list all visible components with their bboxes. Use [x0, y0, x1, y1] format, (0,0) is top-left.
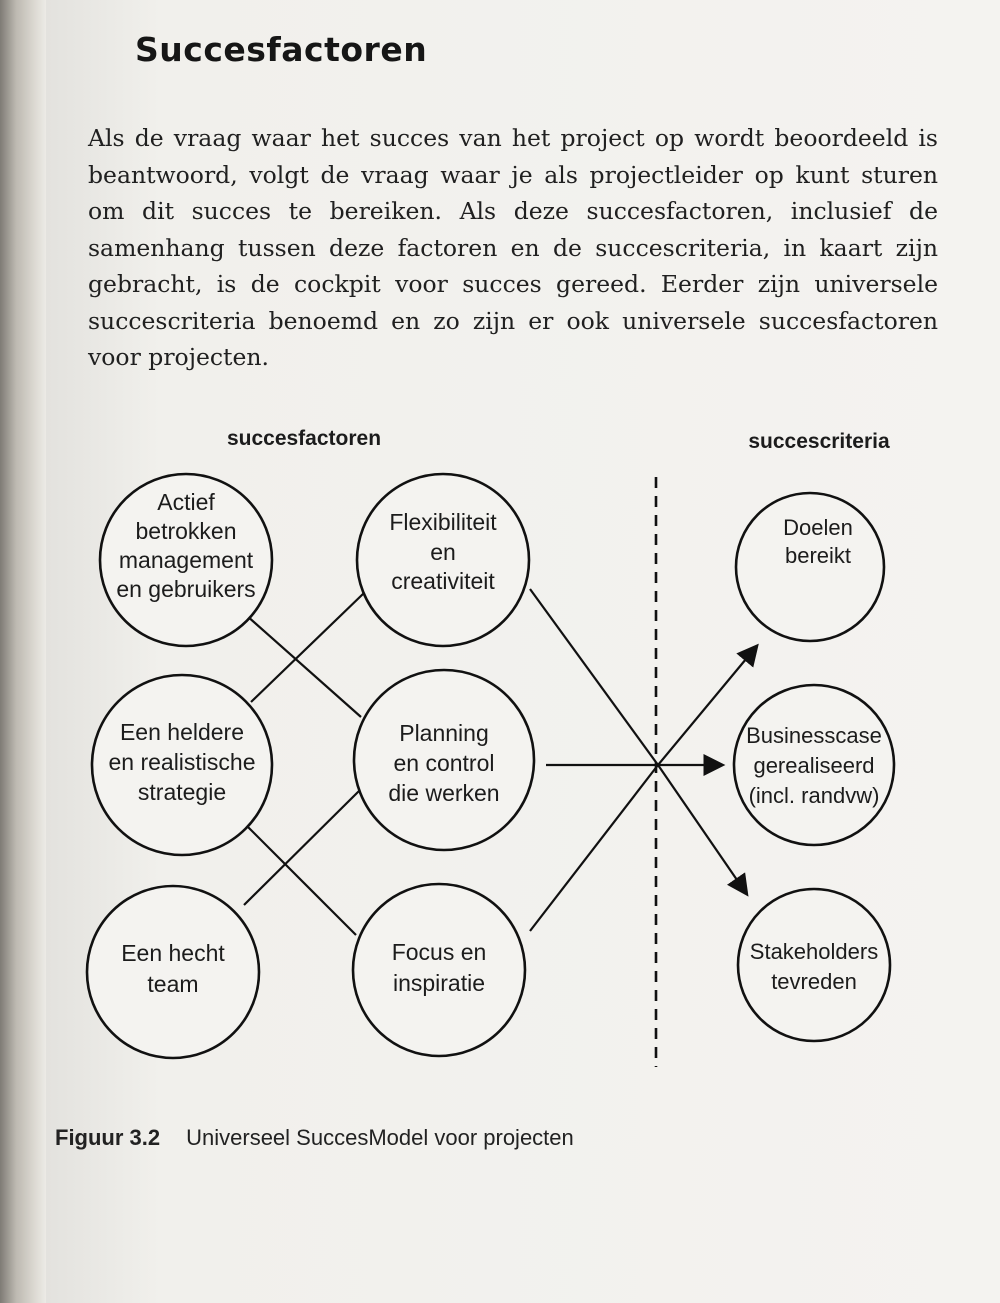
factor-label: en [430, 539, 456, 565]
section-heading: Succesfactoren [135, 30, 428, 69]
figure-caption-text: Universeel SuccesModel voor projecten [186, 1125, 574, 1150]
arrow-to-criterion [658, 765, 746, 893]
criterion-label: Businesscase [746, 723, 882, 748]
factor-label: en realistische [108, 749, 256, 775]
factor-label: die werken [388, 780, 500, 806]
factor-node [357, 474, 529, 646]
criterion-node [736, 493, 884, 641]
connector-line [251, 593, 364, 702]
factor-label: Een heldere [119, 719, 245, 745]
success-model-diagram [46, 415, 946, 1075]
factor-label: inspiratie [392, 970, 486, 996]
factor-label: strategie [137, 779, 227, 805]
criterion-label: bereikt [784, 543, 852, 568]
criterion-label: tevreden [771, 969, 857, 994]
factor-label: team [147, 971, 199, 997]
intro-line: succescriteria benoemd en zo zijn er ook universele succesfactoren [88, 306, 938, 335]
factor-label: Planning [399, 720, 489, 746]
connector-line [246, 825, 356, 935]
connector-line [530, 765, 658, 931]
criterion-node [738, 889, 890, 1041]
criterion-label: gerealiseerd [753, 753, 875, 778]
intro-line: samenhang tussen deze factoren en de succescriteria, in kaart zijn [88, 233, 938, 262]
criterion-node [734, 685, 894, 845]
figure-caption [55, 1125, 574, 1151]
intro-line: gebracht, is de cockpit voor succes gereed. Eerder zijn universele [88, 270, 938, 298]
factor-node [353, 884, 525, 1056]
intro-paragraph [88, 120, 938, 376]
factor-node [100, 474, 272, 646]
factor-node [354, 670, 534, 850]
factors-header: succesfactoren [226, 427, 382, 450]
connector-line [530, 589, 658, 765]
factor-label: management [118, 547, 254, 573]
criterion-circle [738, 889, 890, 1041]
factor-label: betrokken [135, 518, 237, 544]
factor-label: en gebruikers [116, 576, 256, 602]
factor-label: en control [393, 750, 495, 776]
factor-label: creativiteit [391, 568, 495, 594]
criterion-label: Stakeholders [749, 939, 879, 964]
criteria-header: succescriteria [748, 430, 890, 453]
factor-label: Actief [157, 489, 215, 515]
criterion-label: Doelen [783, 515, 853, 540]
factor-label: Een hecht [121, 940, 225, 966]
connector-line [246, 615, 361, 717]
book-spine-edge [0, 0, 46, 1303]
factor-node [92, 675, 272, 855]
factor-node [87, 886, 259, 1058]
intro-line: beantwoord, volgt de vraag waar je als projectleider op kunt sturen [88, 160, 938, 189]
intro-line: om dit succes te bereiken. Als deze succesfactoren, inclusief de [88, 197, 938, 225]
intro-line: Als de vraag waar het succes van het project op wordt beoordeeld is [88, 124, 938, 152]
criterion-label: (incl. randvw) [748, 783, 880, 808]
intro-line: voor projecten. [88, 343, 270, 371]
figure-number: Figuur 3.2 [55, 1125, 161, 1150]
factor-label: Focus en [391, 939, 487, 965]
factor-label: Flexibiliteit [389, 509, 497, 535]
criteria-connectors [530, 589, 756, 931]
